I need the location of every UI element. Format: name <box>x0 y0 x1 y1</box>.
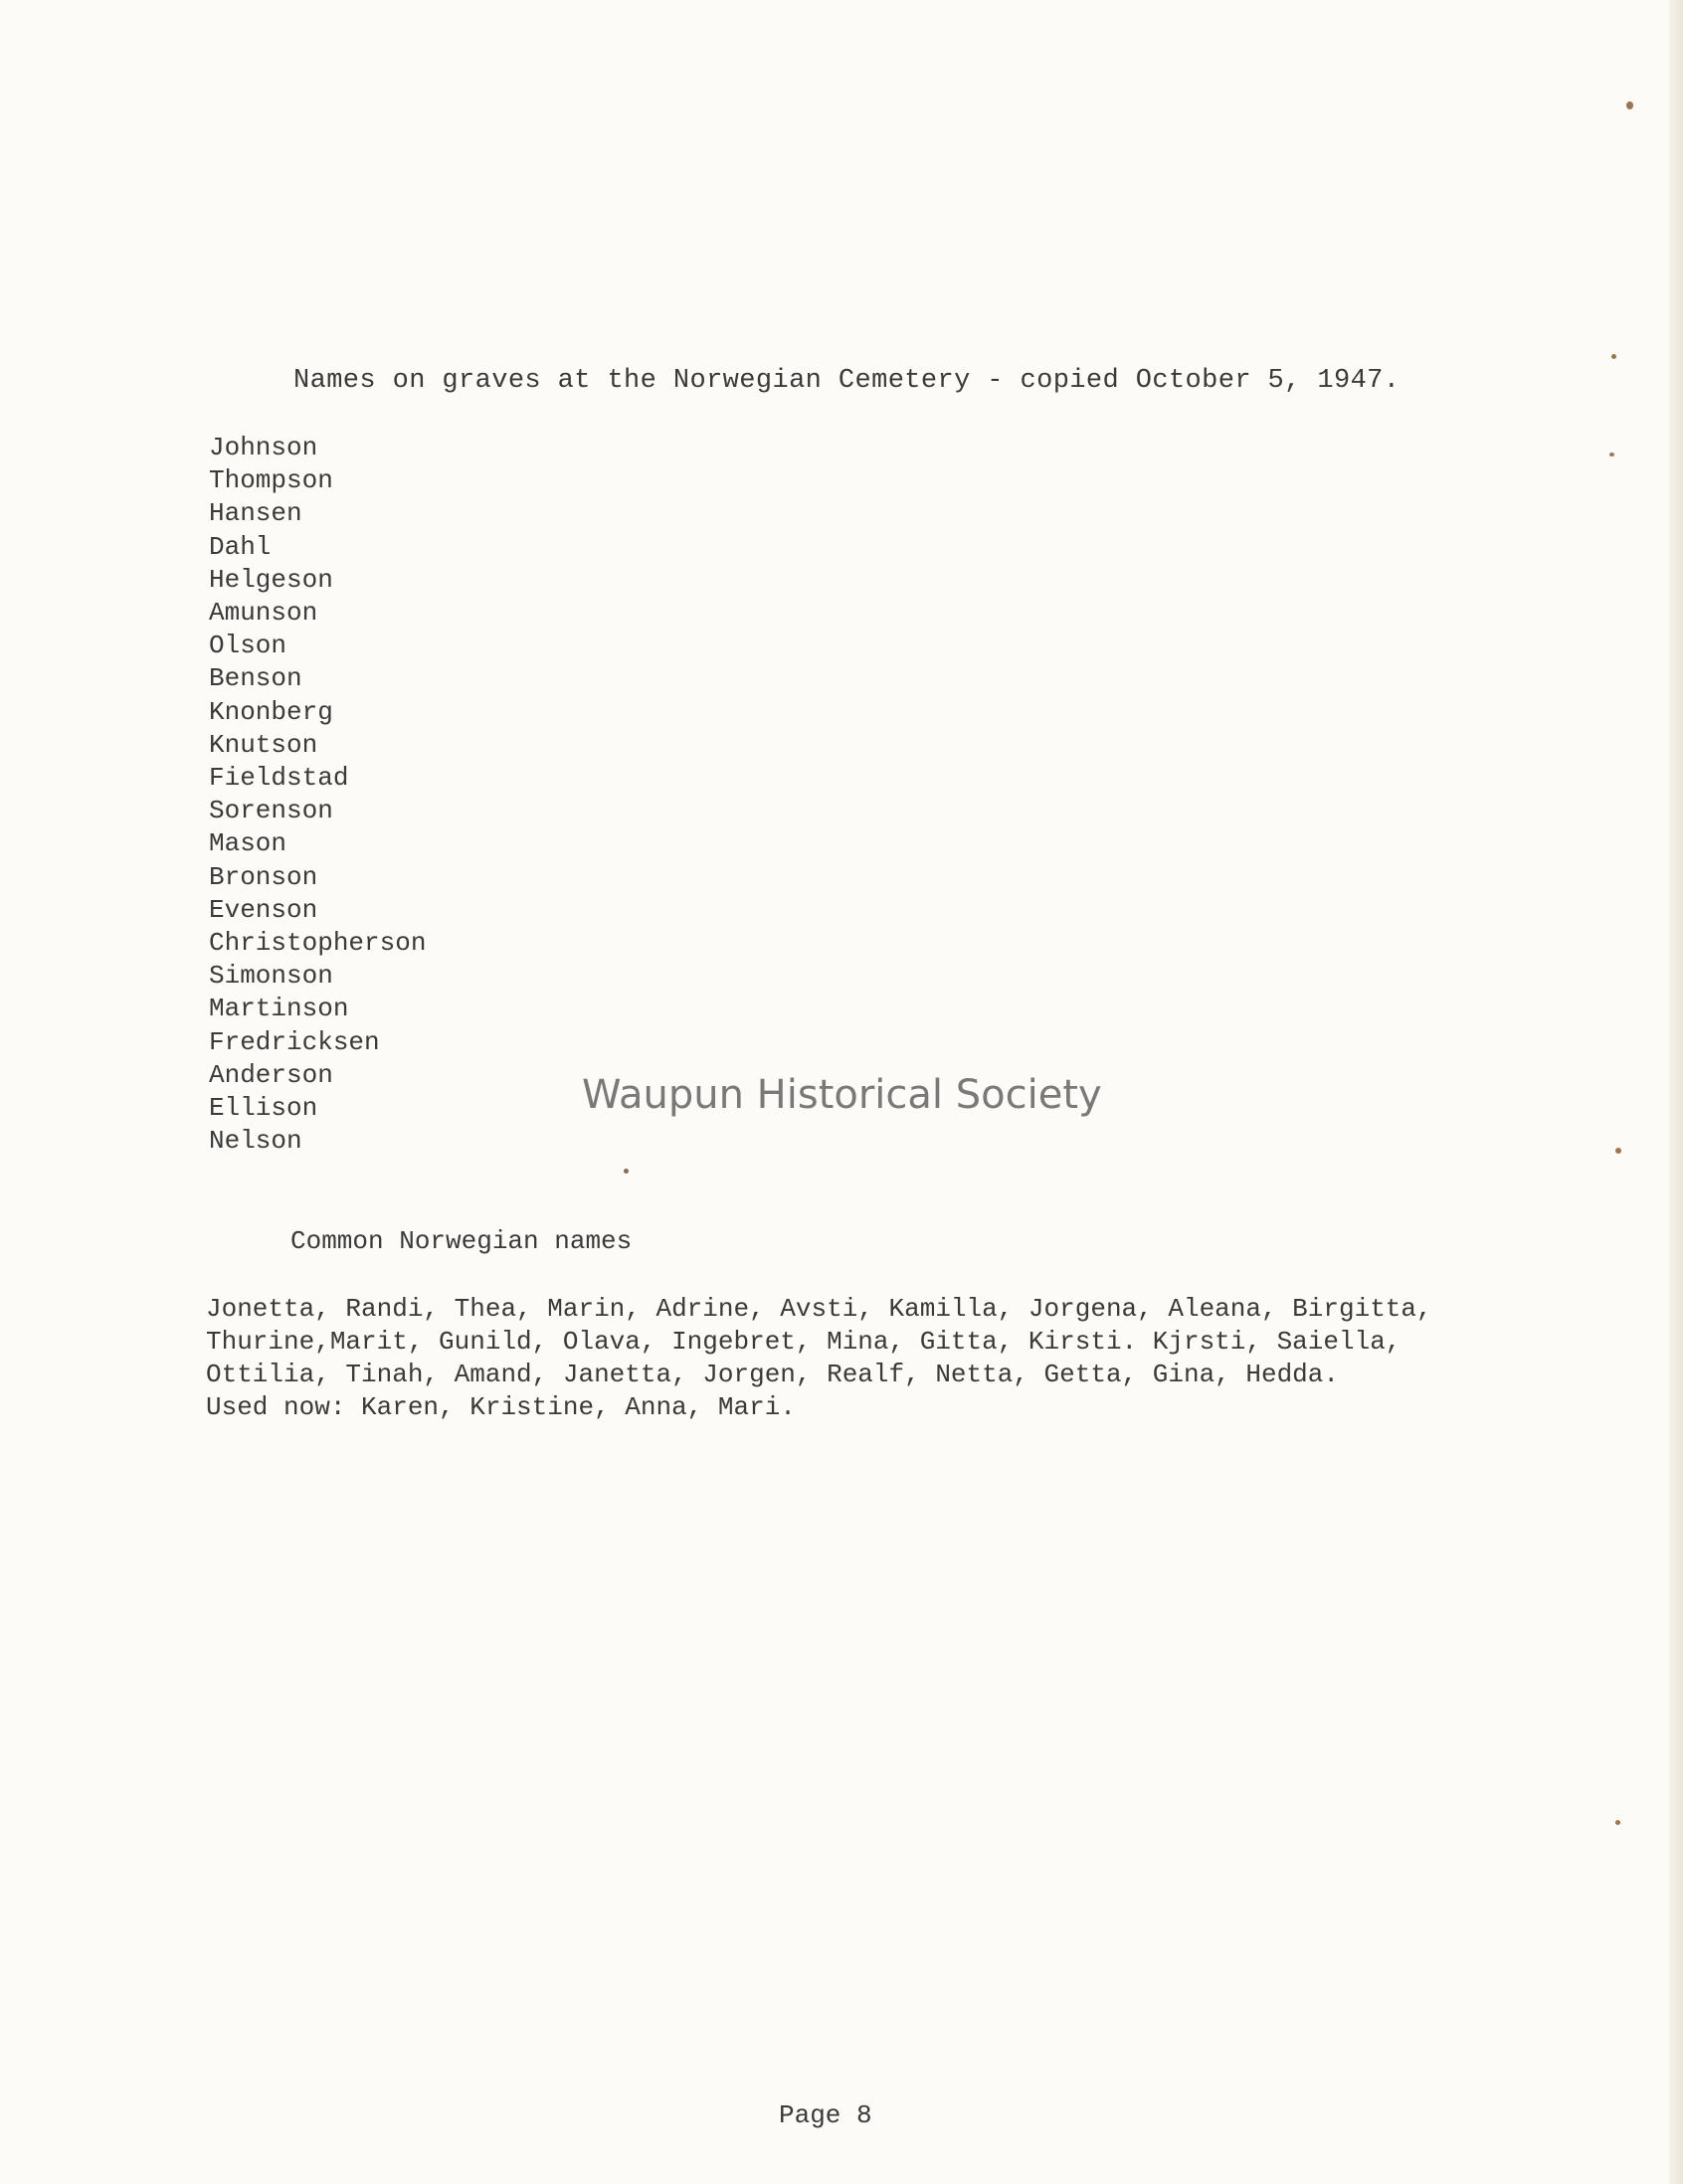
surname-item: Dahl <box>209 531 272 562</box>
page-number: Page 8 <box>779 2100 872 2130</box>
surname-item: Christopherson <box>209 928 427 959</box>
common-names-line: Jonetta, Randi, Thea, Marin, Adrine, Avsti, Kamilla, Jorgena, Aleana, Birgitta, <box>206 1294 1432 1324</box>
surname-item: Knonberg <box>209 696 333 727</box>
surname-item: Ellison <box>209 1093 318 1124</box>
surname-item: Nelson <box>209 1126 302 1157</box>
surname-item: Helgeson <box>209 564 333 595</box>
paper-speck <box>1615 1820 1620 1825</box>
paper-edge <box>1669 0 1683 2184</box>
surname-item: Amunson <box>209 598 318 629</box>
watermark: Waupun Historical Society <box>582 1072 1102 1118</box>
surname-item: Olson <box>209 631 287 661</box>
common-names-line: Used now: Karen, Kristine, Anna, Mari. <box>206 1392 796 1422</box>
paper-speck <box>1611 354 1616 359</box>
surname-item: Simonson <box>209 961 333 992</box>
surname-item: Anderson <box>209 1059 333 1090</box>
paper-speck <box>1615 1148 1621 1154</box>
surname-item: Sorenson <box>209 796 333 826</box>
surname-item: Mason <box>209 828 287 859</box>
surname-item: Knutson <box>209 729 318 760</box>
surname-item: Evenson <box>209 894 318 925</box>
common-names-line: Thurine,Marit, Gunild, Olava, Ingebret, Mina, Gitta, Kirsti. Kjrsti, Saiella, <box>206 1327 1402 1357</box>
surname-item: Fredricksen <box>209 1026 380 1057</box>
paper-speck <box>1609 453 1614 456</box>
surname-item: Hansen <box>209 498 302 529</box>
surname-item: Bronson <box>209 861 318 892</box>
paper-speck <box>624 1169 629 1174</box>
surname-item: Thompson <box>209 465 333 496</box>
common-names-heading: Common Norwegian names <box>290 1226 633 1256</box>
document-heading: Names on graves at the Norwegian Cemetery - copied October 5, 1947. <box>293 366 1401 396</box>
common-names-paragraph <box>206 1293 1432 1424</box>
surname-item: Martinson <box>209 994 349 1024</box>
paper-speck <box>1626 101 1633 109</box>
surname-item: Fieldstad <box>209 763 349 794</box>
surname-item: Benson <box>209 663 302 694</box>
surname-item: Johnson <box>209 433 318 462</box>
common-names-line: Ottilia, Tinah, Amand, Janetta, Jorgen, Realf, Netta, Getta, Gina, Hedda. <box>206 1360 1339 1389</box>
surname-list <box>209 432 426 1158</box>
